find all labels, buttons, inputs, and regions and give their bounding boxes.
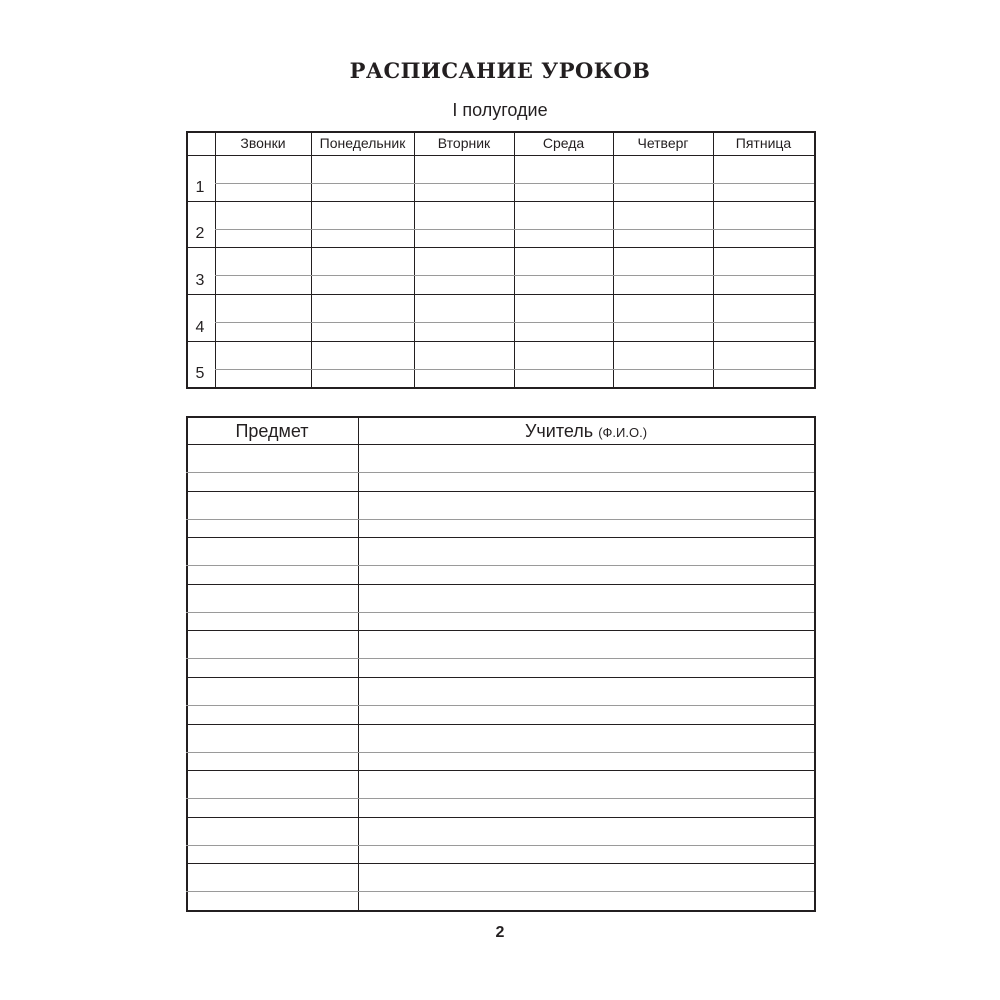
teacher-header-label: Учитель [524,421,599,441]
subject-cell[interactable] [188,771,358,817]
page-title: РАСПИСАНИЕ УРОКОВ [349,58,651,83]
teacher-cell[interactable] [359,725,814,771]
schedule-cell[interactable] [515,342,613,387]
schedule-row-number: 1 [195,179,205,196]
schedule-cell[interactable] [614,156,713,201]
schedule-cell[interactable] [614,248,713,294]
schedule-cell[interactable] [216,342,311,387]
teacher-cell[interactable] [359,631,814,677]
schedule-cell[interactable] [714,342,814,387]
teachers-border-top [186,416,814,418]
schedule-cell[interactable] [415,202,514,247]
schedule-header-6: Пятница [735,135,792,151]
teacher-header [358,421,814,442]
schedule-cell[interactable] [714,156,814,201]
schedule-cell[interactable] [614,202,713,247]
teacher-cell[interactable] [359,818,814,864]
schedule-row-number: 5 [195,365,205,382]
teachers-border-right [814,416,816,910]
schedule-header-3: Вторник [437,135,491,151]
schedule-cell[interactable] [312,202,414,247]
schedule-row-number: 3 [195,272,205,289]
subject-cell[interactable] [188,864,358,910]
subject-cell[interactable] [188,445,358,491]
schedule-header-4: Среда [542,135,585,151]
schedule-header-2: Понедельник [319,135,406,151]
subject-cell[interactable] [188,492,358,538]
schedule-cell[interactable] [614,295,713,341]
schedule-border-top [186,131,814,133]
subject-cell[interactable] [188,818,358,864]
schedule-border-bottom [186,387,816,389]
schedule-cell[interactable] [415,248,514,294]
subject-cell[interactable] [188,585,358,631]
page-number: 2 [495,924,505,941]
schedule-row-number: 2 [195,225,205,242]
schedule-cell[interactable] [515,248,613,294]
subject-cell[interactable] [188,538,358,584]
schedule-cell[interactable] [216,156,311,201]
schedule-cell[interactable] [714,295,814,341]
teacher-cell[interactable] [359,771,814,817]
schedule-cell[interactable] [415,295,514,341]
teacher-cell[interactable] [359,678,814,724]
schedule-header-5: Четверг [637,135,689,151]
schedule-cell[interactable] [216,248,311,294]
schedule-cell[interactable] [614,342,713,387]
teacher-cell[interactable] [359,492,814,538]
schedule-cell[interactable] [312,156,414,201]
teacher-cell[interactable] [359,538,814,584]
subject-cell[interactable] [188,725,358,771]
teacher-cell[interactable] [359,445,814,491]
schedule-cell[interactable] [216,202,311,247]
teacher-header-note: (Ф.И.О.) [598,425,648,440]
schedule-cell[interactable] [714,248,814,294]
schedule-row-number: 4 [195,319,205,336]
schedule-header-1: Звонки [240,135,286,151]
schedule-cell[interactable] [515,156,613,201]
schedule-cell[interactable] [515,295,613,341]
page-subtitle: I полугодие [452,100,548,120]
subject-header: Предмет [235,421,309,441]
teacher-cell[interactable] [359,864,814,910]
teachers-border-bottom [186,910,816,912]
schedule-cell[interactable] [415,156,514,201]
schedule-cell[interactable] [312,295,414,341]
schedule-cell[interactable] [714,202,814,247]
subject-cell[interactable] [188,631,358,677]
schedule-cell[interactable] [415,342,514,387]
schedule-cell[interactable] [312,342,414,387]
schedule-cell[interactable] [312,248,414,294]
teacher-cell[interactable] [359,585,814,631]
subject-cell[interactable] [188,678,358,724]
schedule-border-left [186,131,188,387]
schedule-border-right [814,131,816,387]
schedule-cell[interactable] [216,295,311,341]
schedule-cell[interactable] [515,202,613,247]
